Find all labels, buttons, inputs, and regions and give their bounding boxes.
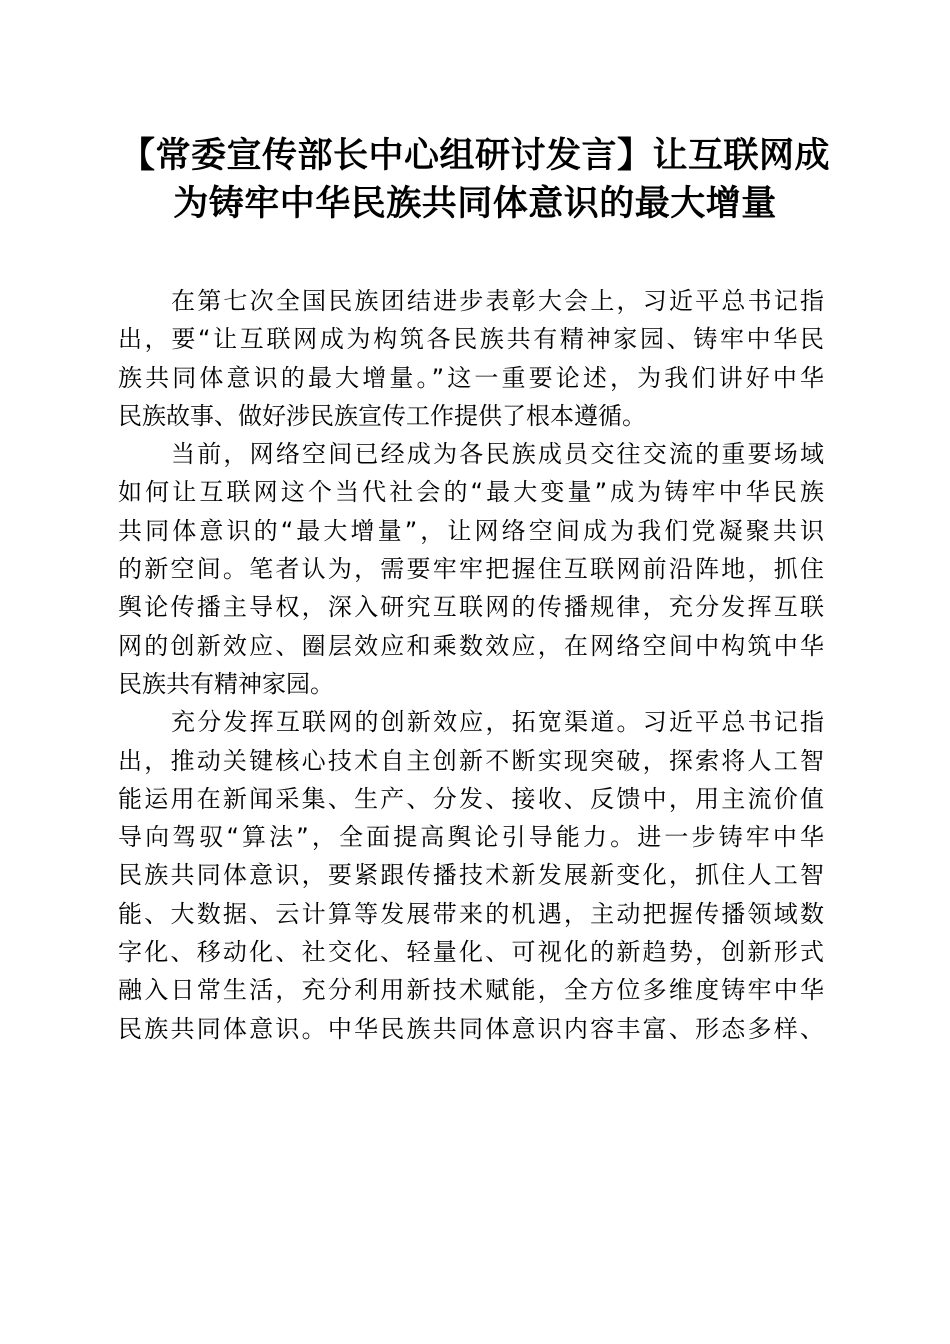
text-line: 出，推动关键核心技术自主创新不断实现突破，探索将人工智 bbox=[118, 746, 824, 775]
text-line: 出，要“让互联网成为构筑各民族共有精神家园、铸牢中华民 bbox=[118, 325, 824, 354]
title-line-1: 【常委宣传部长中心组研讨发言】让互联网成 bbox=[119, 135, 830, 176]
text-line: 舆论传播主导权，深入研究互联网的传播规律，充分发挥互联 bbox=[118, 593, 824, 622]
text-line: 能、大数据、云计算等发展带来的机遇，主动把握传播领域数 bbox=[118, 899, 824, 928]
text-line: 民族共同体意识，要紧跟传播技术新发展新变化，抓住人工智 bbox=[118, 861, 824, 890]
text-line: 字化、移动化、社交化、轻量化、可视化的新趋势，创新形式 bbox=[118, 938, 824, 967]
text-line: 民族共有精神家园。 bbox=[118, 669, 334, 698]
title-line-2: 为铸牢中华民族共同体意识的最大增量 bbox=[173, 183, 777, 224]
text-line: 融入日常生活，充分利用新技术赋能，全方位多维度铸牢中华 bbox=[118, 976, 824, 1005]
document-body bbox=[118, 282, 824, 1048]
text-line: 如何让互联网这个当代社会的“最大变量”成为铸牢中华民族 bbox=[118, 478, 824, 507]
text-line: 共同体意识的“最大增量”，让网络空间成为我们党凝聚共识 bbox=[118, 516, 824, 545]
paragraph-2 bbox=[118, 435, 824, 703]
text-line: 网的创新效应、圈层效应和乘数效应，在网络空间中构筑中华 bbox=[118, 631, 824, 660]
text-line: 民族故事、做好涉民族宣传工作提供了根本遵循。 bbox=[118, 401, 646, 430]
text-line: 民族共同体意识。中华民族共同体意识内容丰富、形态多样、 bbox=[118, 1014, 824, 1043]
text-line: 充分发挥互联网的创新效应，拓宽渠道。习近平总书记指 bbox=[171, 708, 824, 737]
text-line: 当前，网络空间已经成为各民族成员交往交流的重要场域 bbox=[171, 440, 824, 469]
paragraph-3 bbox=[118, 703, 824, 1048]
text-line: 的新空间。笔者认为，需要牢牢把握住互联网前沿阵地，抓住 bbox=[118, 555, 824, 584]
paragraph-1 bbox=[118, 282, 824, 435]
document-title bbox=[110, 132, 840, 228]
text-line: 族共同体意识的最大增量。”这一重要论述，为我们讲好中华 bbox=[118, 363, 824, 392]
text-line: 在第七次全国民族团结进步表彰大会上，习近平总书记指 bbox=[171, 287, 824, 315]
text-line: 导向驾驭“算法”，全面提高舆论引导能力。进一步铸牢中华 bbox=[118, 823, 824, 852]
text-line: 能运用在新闻采集、生产、分发、接收、反馈中，用主流价值 bbox=[118, 784, 824, 813]
